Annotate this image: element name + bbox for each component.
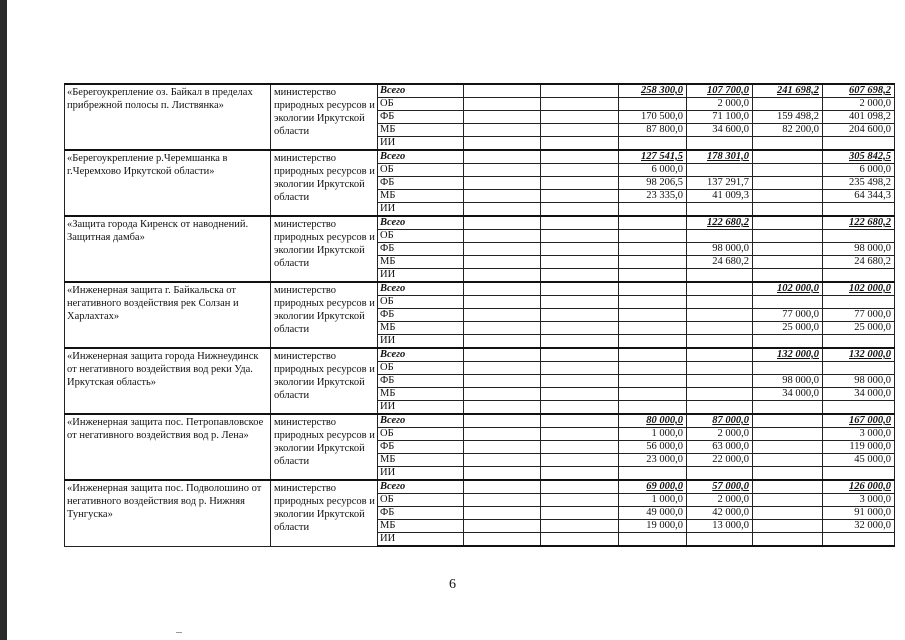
funding-source: МБ — [378, 520, 464, 533]
amount-cell — [619, 203, 687, 217]
blank-cell — [541, 533, 619, 547]
blank-cell — [541, 111, 619, 124]
total-cell — [823, 203, 895, 217]
funding-source: ФБ — [378, 507, 464, 520]
blank-cell — [541, 282, 619, 296]
funding-source: МБ — [378, 190, 464, 203]
table-row — [65, 84, 895, 98]
total-cell — [823, 401, 895, 415]
amount-cell — [753, 150, 823, 164]
amount-cell — [753, 362, 823, 375]
funding-source: МБ — [378, 322, 464, 335]
amount-cell — [753, 269, 823, 283]
amount-cell — [687, 322, 753, 335]
total-cell — [823, 230, 895, 243]
total-cell: 25 000,0 — [823, 322, 895, 335]
total-cell: 167 000,0 — [823, 414, 895, 428]
blank-cell — [541, 507, 619, 520]
blank-cell — [464, 137, 541, 151]
blank-cell — [464, 150, 541, 164]
funding-source: ФБ — [378, 441, 464, 454]
blank-cell — [541, 309, 619, 322]
amount-cell: 82 200,0 — [753, 124, 823, 137]
blank-cell — [541, 375, 619, 388]
amount-cell — [619, 98, 687, 111]
funding-source: ИИ — [378, 401, 464, 415]
amount-cell: 1 000,0 — [619, 428, 687, 441]
funding-source: ФБ — [378, 309, 464, 322]
funding-source: МБ — [378, 256, 464, 269]
amount-cell — [753, 480, 823, 494]
total-cell: 91 000,0 — [823, 507, 895, 520]
amount-cell: 2 000,0 — [687, 494, 753, 507]
funding-source: ОБ — [378, 98, 464, 111]
funding-table-body — [65, 84, 895, 546]
amount-cell — [753, 533, 823, 547]
blank-cell — [464, 533, 541, 547]
funding-source: ИИ — [378, 203, 464, 217]
blank-cell — [541, 335, 619, 349]
blank-cell — [541, 203, 619, 217]
amount-cell — [753, 137, 823, 151]
blank-cell — [541, 98, 619, 111]
blank-cell — [541, 454, 619, 467]
total-cell: 2 000,0 — [823, 98, 895, 111]
funding-source: ИИ — [378, 269, 464, 283]
amount-cell: 34 000,0 — [753, 388, 823, 401]
blank-cell — [464, 428, 541, 441]
blank-cell — [541, 414, 619, 428]
amount-cell — [753, 507, 823, 520]
blank-cell — [464, 111, 541, 124]
amount-cell: 49 000,0 — [619, 507, 687, 520]
total-cell: 235 498,2 — [823, 177, 895, 190]
blank-cell — [541, 520, 619, 533]
amount-cell — [619, 362, 687, 375]
amount-cell: 56 000,0 — [619, 441, 687, 454]
total-cell: 24 680,2 — [823, 256, 895, 269]
blank-cell — [541, 296, 619, 309]
amount-cell — [753, 177, 823, 190]
total-cell: 607 698,2 — [823, 84, 895, 98]
blank-cell — [541, 269, 619, 283]
total-cell — [823, 467, 895, 481]
amount-cell: 98 206,5 — [619, 177, 687, 190]
total-cell: 122 680,2 — [823, 216, 895, 230]
amount-cell: 80 000,0 — [619, 414, 687, 428]
amount-cell: 98 000,0 — [687, 243, 753, 256]
amount-cell: 24 680,2 — [687, 256, 753, 269]
scan-left-edge — [0, 0, 7, 640]
funding-source: Всего — [378, 84, 464, 98]
project-name: «Берегоукрепление оз. Байкал в пределах прибрежной полосы п. Листвянка» — [65, 84, 271, 150]
blank-cell — [541, 190, 619, 203]
funding-source: ИИ — [378, 467, 464, 481]
total-cell: 32 000,0 — [823, 520, 895, 533]
table-row — [65, 414, 895, 428]
funding-table — [64, 83, 895, 547]
amount-cell: 87 800,0 — [619, 124, 687, 137]
total-cell — [823, 533, 895, 547]
amount-cell: 34 600,0 — [687, 124, 753, 137]
amount-cell: 170 500,0 — [619, 111, 687, 124]
responsible-ministry: министерство природных ресурсов и экологии Иркутской области — [271, 150, 378, 216]
amount-cell — [687, 388, 753, 401]
amount-cell — [619, 269, 687, 283]
total-cell: 6 000,0 — [823, 164, 895, 177]
blank-cell — [464, 375, 541, 388]
amount-cell — [687, 335, 753, 349]
amount-cell — [753, 441, 823, 454]
project-name: «Берегоукрепление р.Черемшанка в г.Черемхово Иркутской области» — [65, 150, 271, 216]
table-row — [65, 348, 895, 362]
blank-cell — [464, 454, 541, 467]
funding-source: Всего — [378, 414, 464, 428]
funding-source: Всего — [378, 480, 464, 494]
funding-source: Всего — [378, 348, 464, 362]
blank-cell — [464, 216, 541, 230]
funding-source: Всего — [378, 216, 464, 230]
amount-cell — [619, 322, 687, 335]
amount-cell — [619, 137, 687, 151]
amount-cell — [753, 428, 823, 441]
amount-cell — [687, 296, 753, 309]
project-name: «Инженерная защита пос. Подволошино от негативного воздействия вод р. Нижняя Тунгуска» — [65, 480, 271, 546]
amount-cell — [753, 454, 823, 467]
amount-cell — [619, 282, 687, 296]
total-cell — [823, 362, 895, 375]
blank-cell — [464, 467, 541, 481]
amount-cell: 41 009,3 — [687, 190, 753, 203]
responsible-ministry: министерство природных ресурсов и экологии Иркутской области — [271, 414, 378, 480]
amount-cell: 23 335,0 — [619, 190, 687, 203]
blank-cell — [464, 190, 541, 203]
blank-cell — [464, 243, 541, 256]
funding-source: ФБ — [378, 243, 464, 256]
amount-cell — [687, 348, 753, 362]
amount-cell: 19 000,0 — [619, 520, 687, 533]
blank-cell — [541, 494, 619, 507]
project-name: «Инженерная защита пос. Петропавловское от негативного воздействия вод р. Лена» — [65, 414, 271, 480]
amount-cell: 42 000,0 — [687, 507, 753, 520]
blank-cell — [464, 124, 541, 137]
project-name: «Инженерная защита города Нижнеудинск от негативного воздействия вод реки Уда. Иркутская область» — [65, 348, 271, 414]
total-cell: 3 000,0 — [823, 494, 895, 507]
amount-cell: 22 000,0 — [687, 454, 753, 467]
blank-cell — [541, 177, 619, 190]
amount-cell — [619, 243, 687, 256]
blank-cell — [541, 84, 619, 98]
funding-source: ОБ — [378, 164, 464, 177]
project-name: «Защита города Киренск от наводнений. Защитная дамба» — [65, 216, 271, 282]
amount-cell: 98 000,0 — [753, 375, 823, 388]
amount-cell — [619, 388, 687, 401]
blank-cell — [464, 388, 541, 401]
blank-cell — [541, 362, 619, 375]
amount-cell — [619, 375, 687, 388]
total-cell: 64 344,3 — [823, 190, 895, 203]
blank-cell — [464, 348, 541, 362]
total-cell: 126 000,0 — [823, 480, 895, 494]
total-cell — [823, 296, 895, 309]
funding-source: ОБ — [378, 362, 464, 375]
amount-cell — [619, 533, 687, 547]
amount-cell — [753, 256, 823, 269]
table-row — [65, 282, 895, 296]
amount-cell: 2 000,0 — [687, 428, 753, 441]
funding-source: ФБ — [378, 177, 464, 190]
amount-cell — [619, 216, 687, 230]
amount-cell: 57 000,0 — [687, 480, 753, 494]
amount-cell: 63 000,0 — [687, 441, 753, 454]
total-cell: 98 000,0 — [823, 243, 895, 256]
blank-cell — [464, 269, 541, 283]
total-cell: 45 000,0 — [823, 454, 895, 467]
amount-cell — [753, 401, 823, 415]
funding-source: ОБ — [378, 494, 464, 507]
amount-cell — [687, 282, 753, 296]
blank-cell — [541, 428, 619, 441]
table-row — [65, 150, 895, 164]
blank-cell — [464, 282, 541, 296]
amount-cell — [619, 348, 687, 362]
total-cell: 34 000,0 — [823, 388, 895, 401]
amount-cell — [687, 533, 753, 547]
amount-cell: 2 000,0 — [687, 98, 753, 111]
amount-cell: 1 000,0 — [619, 494, 687, 507]
blank-cell — [464, 401, 541, 415]
responsible-ministry: министерство природных ресурсов и экологии Иркутской области — [271, 480, 378, 546]
blank-cell — [464, 362, 541, 375]
amount-cell — [687, 401, 753, 415]
amount-cell: 25 000,0 — [753, 322, 823, 335]
amount-cell — [753, 520, 823, 533]
page-number: 6 — [449, 577, 456, 592]
amount-cell — [619, 230, 687, 243]
blank-cell — [464, 414, 541, 428]
blank-cell — [464, 335, 541, 349]
amount-cell: 102 000,0 — [753, 282, 823, 296]
blank-cell — [464, 84, 541, 98]
amount-cell — [619, 256, 687, 269]
blank-cell — [464, 494, 541, 507]
amount-cell — [753, 216, 823, 230]
blank-cell — [541, 256, 619, 269]
blank-cell — [541, 124, 619, 137]
table-row — [65, 216, 895, 230]
amount-cell — [753, 414, 823, 428]
blank-cell — [464, 230, 541, 243]
total-cell — [823, 137, 895, 151]
amount-cell — [619, 335, 687, 349]
amount-cell: 159 498,2 — [753, 111, 823, 124]
amount-cell: 107 700,0 — [687, 84, 753, 98]
blank-cell — [464, 322, 541, 335]
amount-cell: 178 301,0 — [687, 150, 753, 164]
total-cell: 401 098,2 — [823, 111, 895, 124]
funding-source: ФБ — [378, 111, 464, 124]
responsible-ministry: министерство природных ресурсов и экологии Иркутской области — [271, 216, 378, 282]
blank-cell — [464, 480, 541, 494]
funding-source: ИИ — [378, 533, 464, 547]
amount-cell — [619, 467, 687, 481]
blank-cell — [541, 164, 619, 177]
amount-cell — [687, 362, 753, 375]
total-cell: 305 842,5 — [823, 150, 895, 164]
blank-cell — [541, 401, 619, 415]
amount-cell: 13 000,0 — [687, 520, 753, 533]
amount-cell — [753, 243, 823, 256]
amount-cell — [753, 467, 823, 481]
amount-cell: 132 000,0 — [753, 348, 823, 362]
responsible-ministry: министерство природных ресурсов и экологии Иркутской области — [271, 282, 378, 348]
blank-cell — [464, 520, 541, 533]
funding-source: ОБ — [378, 296, 464, 309]
amount-cell: 122 680,2 — [687, 216, 753, 230]
funding-source: МБ — [378, 388, 464, 401]
amount-cell: 137 291,7 — [687, 177, 753, 190]
blank-cell — [541, 243, 619, 256]
amount-cell — [687, 203, 753, 217]
blank-cell — [541, 322, 619, 335]
blank-cell — [464, 507, 541, 520]
blank-cell — [464, 164, 541, 177]
project-name: «Инженерная защита г. Байкальска от негативного воздействия рек Солзан и Харлахтах» — [65, 282, 271, 348]
blank-cell — [464, 177, 541, 190]
amount-cell: 6 000,0 — [619, 164, 687, 177]
amount-cell — [687, 230, 753, 243]
total-cell: 77 000,0 — [823, 309, 895, 322]
amount-cell: 87 000,0 — [687, 414, 753, 428]
total-cell: 98 000,0 — [823, 375, 895, 388]
amount-cell — [753, 494, 823, 507]
amount-cell: 71 100,0 — [687, 111, 753, 124]
blank-cell — [541, 150, 619, 164]
funding-source: Всего — [378, 150, 464, 164]
funding-source: ОБ — [378, 428, 464, 441]
blank-cell — [541, 216, 619, 230]
responsible-ministry: министерство природных ресурсов и экологии Иркутской области — [271, 348, 378, 414]
blank-cell — [541, 467, 619, 481]
amount-cell — [619, 296, 687, 309]
funding-source: МБ — [378, 124, 464, 137]
amount-cell — [753, 98, 823, 111]
total-cell: 119 000,0 — [823, 441, 895, 454]
blank-cell — [541, 388, 619, 401]
total-cell — [823, 269, 895, 283]
amount-cell: 23 000,0 — [619, 454, 687, 467]
blank-cell — [541, 441, 619, 454]
responsible-ministry: министерство природных ресурсов и экологии Иркутской области — [271, 84, 378, 150]
amount-cell — [753, 230, 823, 243]
blank-cell — [464, 309, 541, 322]
funding-source: Всего — [378, 282, 464, 296]
total-cell — [823, 335, 895, 349]
funding-source: ИИ — [378, 335, 464, 349]
blank-cell — [464, 441, 541, 454]
amount-cell: 241 698,2 — [753, 84, 823, 98]
amount-cell — [687, 309, 753, 322]
amount-cell: 69 000,0 — [619, 480, 687, 494]
amount-cell — [687, 269, 753, 283]
blank-cell — [541, 230, 619, 243]
amount-cell — [753, 164, 823, 177]
blank-cell — [541, 480, 619, 494]
blank-cell — [541, 348, 619, 362]
blank-cell — [464, 203, 541, 217]
blank-cell — [464, 296, 541, 309]
amount-cell — [753, 335, 823, 349]
funding-source: ИИ — [378, 137, 464, 151]
funding-source: МБ — [378, 454, 464, 467]
funding-source: ОБ — [378, 230, 464, 243]
total-cell: 102 000,0 — [823, 282, 895, 296]
amount-cell — [619, 309, 687, 322]
amount-cell — [753, 190, 823, 203]
amount-cell — [687, 164, 753, 177]
funding-source: ФБ — [378, 375, 464, 388]
blank-cell — [464, 98, 541, 111]
amount-cell — [753, 296, 823, 309]
amount-cell: 127 541,5 — [619, 150, 687, 164]
amount-cell — [619, 401, 687, 415]
amount-cell: 77 000,0 — [753, 309, 823, 322]
blank-cell — [541, 137, 619, 151]
amount-cell — [687, 137, 753, 151]
amount-cell: 258 300,0 — [619, 84, 687, 98]
scan-speck — [176, 632, 182, 633]
table-row — [65, 480, 895, 494]
total-cell: 204 600,0 — [823, 124, 895, 137]
amount-cell — [687, 467, 753, 481]
amount-cell — [753, 203, 823, 217]
total-cell: 3 000,0 — [823, 428, 895, 441]
total-cell: 132 000,0 — [823, 348, 895, 362]
amount-cell — [687, 375, 753, 388]
blank-cell — [464, 256, 541, 269]
